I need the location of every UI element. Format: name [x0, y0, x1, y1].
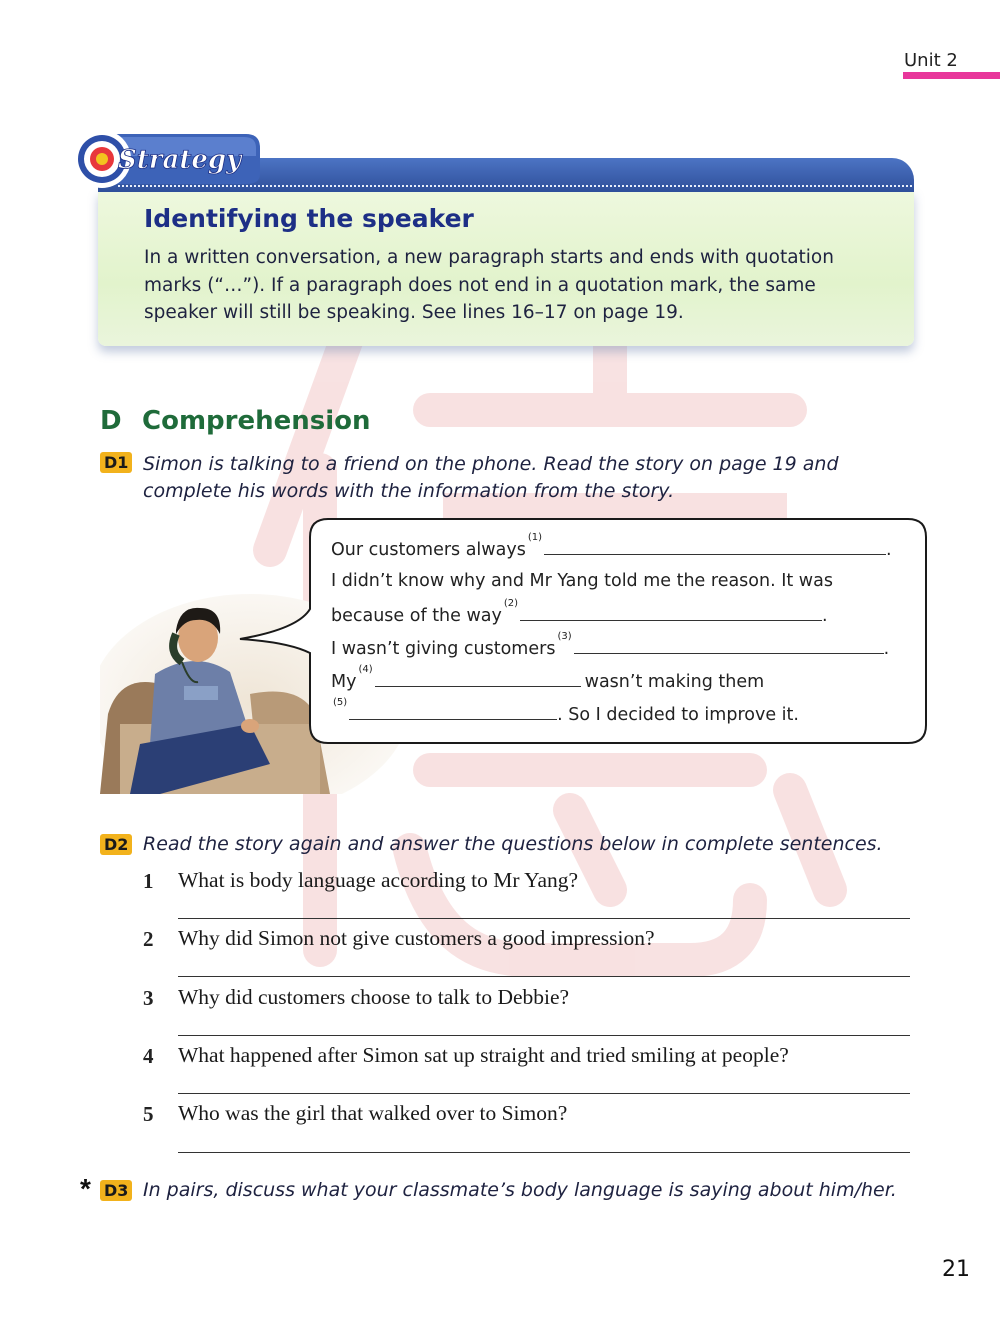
bubble-line1-text: Our customers always — [331, 540, 526, 560]
d3-badge-wrap — [100, 1180, 132, 1201]
question-1-number: 1 — [143, 869, 154, 893]
question-5-text: Who was the girl that walked over to Simon? — [178, 1101, 568, 1125]
question-1-text: What is body language according to Mr Yang? — [178, 868, 579, 892]
blank-1-number: (1) — [527, 532, 542, 543]
bubble-line4-text: I wasn’t giving customers — [331, 639, 556, 659]
bubble-line4-end: . — [883, 639, 890, 659]
answer-line-5[interactable] — [178, 1152, 910, 1153]
d2-badge: D2 — [100, 834, 132, 855]
section-title: Comprehension — [142, 406, 371, 436]
bubble-line3-text: because of the way — [331, 606, 502, 626]
blank-5-number: (5) — [333, 697, 348, 708]
d3-instruction: In pairs, discuss what your classmate’s body language is saying about him/her. — [143, 1179, 897, 1201]
unit-color-bar — [903, 72, 1000, 79]
blank-3-number: (3) — [557, 631, 572, 642]
strategy-title: Identifying the speaker — [144, 204, 474, 233]
page-number: 21 — [942, 1257, 970, 1282]
question-2-number: 2 — [143, 927, 154, 951]
strategy-logo — [70, 128, 260, 190]
question-5-number: 5 — [143, 1102, 154, 1126]
question-4-text: What happened after Simon sat up straight and tried smiling at people? — [178, 1043, 789, 1067]
blank-4[interactable] — [375, 670, 581, 687]
section-letter: D — [100, 406, 122, 436]
answer-line-1[interactable] — [178, 918, 910, 919]
d2-badge-wrap — [100, 834, 132, 855]
question-3-number: 3 — [143, 986, 154, 1010]
answer-line-3[interactable] — [178, 1035, 910, 1036]
bubble-line6-end: . So I decided to improve it. — [557, 705, 799, 725]
d2-instruction: Read the story again and answer the questions below in complete sentences. — [143, 833, 883, 855]
d1-badge-wrap — [100, 452, 132, 473]
blank-2-number: (2) — [503, 598, 519, 609]
question-3-text: Why did customers choose to talk to Debbie? — [178, 985, 570, 1009]
blank-3[interactable] — [574, 637, 884, 654]
blank-4-number: (4) — [358, 664, 373, 675]
question-4-number: 4 — [143, 1044, 154, 1068]
blank-2[interactable] — [520, 604, 822, 621]
question-2-text: Why did Simon not give customers a good impression? — [178, 926, 655, 950]
strategy-logo-text: Strategy — [118, 145, 242, 175]
blank-5[interactable] — [349, 703, 557, 720]
answer-line-4[interactable] — [178, 1093, 910, 1094]
strategy-body: In a written conversation, a new paragraph starts and ends with quotation marks (“…”). If a paragraph does not end in a quotation mark, the same speaker will still be speaking. See lines 16–17 on page 19. — [144, 247, 834, 323]
bubble-line3-end: . — [822, 606, 828, 626]
bubble-line5-end: wasn’t making them — [584, 672, 765, 692]
d1-instruction: Simon is talking to a friend on the phone. Read the story on page 19 and complete his words with the information from the story. — [143, 453, 839, 502]
bubble-line5-text: My — [331, 672, 357, 692]
blank-1[interactable] — [544, 538, 886, 555]
d3-badge: D3 — [100, 1180, 132, 1201]
unit-label: Unit 2 — [904, 50, 958, 71]
bubble-line1-end: . — [885, 540, 892, 560]
challenge-star: * — [80, 1173, 91, 1204]
bubble-line2-text: I didn’t know why and Mr Yang told me the reason. It was — [331, 571, 833, 591]
answer-line-2[interactable] — [178, 976, 910, 977]
d1-badge: D1 — [100, 452, 132, 473]
